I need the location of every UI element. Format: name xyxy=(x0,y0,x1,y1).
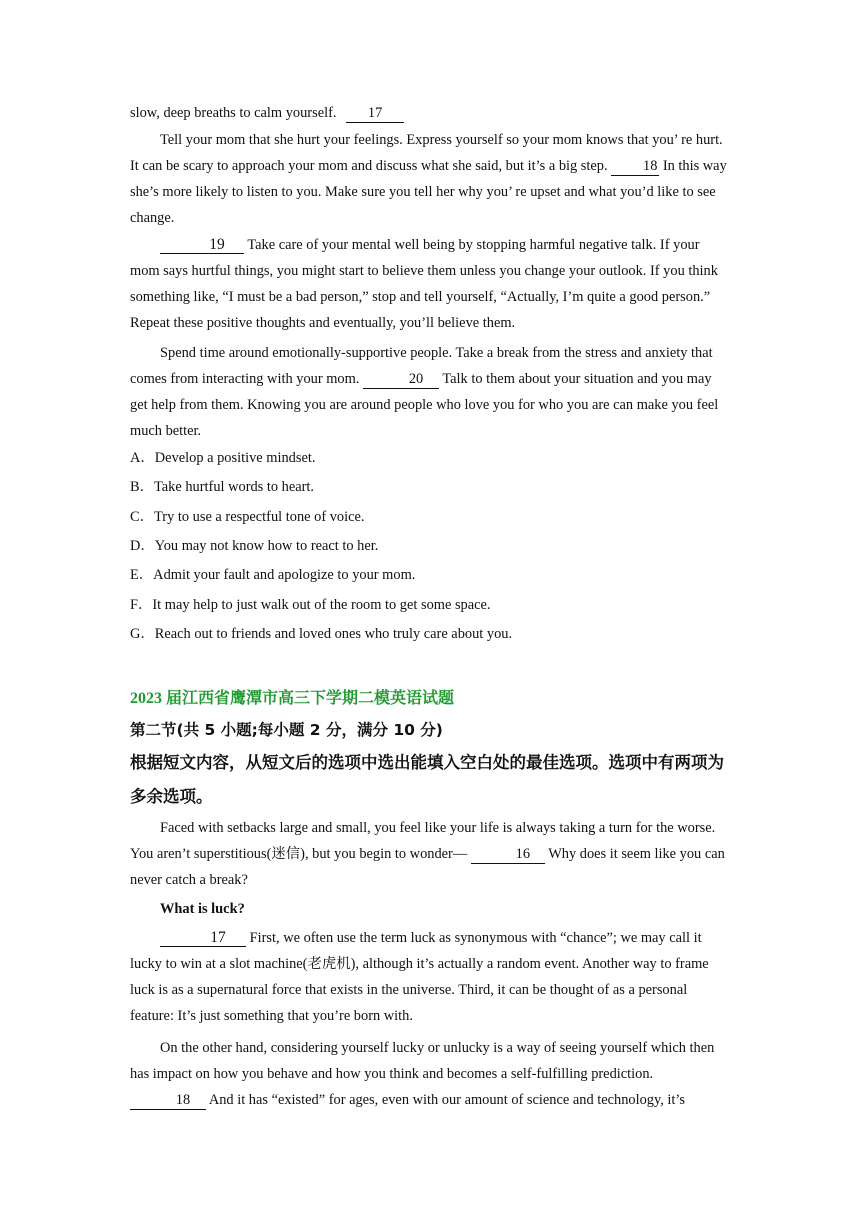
paragraph-continuation xyxy=(130,100,730,126)
paragraph-text: Why does it seem like you can never catch a break? xyxy=(130,846,725,888)
option-f: F．It may help to just walk out of the room to get some space. xyxy=(130,597,491,613)
blank-16: 16 xyxy=(471,846,545,864)
blank-20: 20 xyxy=(363,371,439,389)
subheading-what-is-luck: What is luck? xyxy=(160,901,245,917)
paragraph-text: Take care of your mental well being by stopping harmful negative talk. If your mom says hurtful things, you might start to believe them unless you change your outlook. If you think something like, “I must be a bad person,” stop and tell yourself, “Actually, I’m quite a good person.” Repeat these positive thoughts and eventually, you’ll believe them. xyxy=(130,237,718,331)
option-a: A．Develop a positive mindset. xyxy=(130,450,316,466)
paragraph-mental-wellbeing xyxy=(130,232,730,336)
paragraph-text: Tell your mom that she hurt your feelings. Express yourself so your mom knows that you’ re hurt. It can be scary to approach your mom and discuss what she said, but it’s a big step. xyxy=(130,132,723,174)
paragraph-text: Talk to them about your situation and you may get help from them. Knowing you are around people who love you for who you are can make you feel much better. xyxy=(130,371,719,439)
blank-17: 17 xyxy=(346,105,404,123)
continuation-text: slow, deep breaths to calm yourself. xyxy=(130,105,337,121)
exam-source-title: 2023 届江西省鹰潭市高三下学期二模英语试题 xyxy=(130,690,455,707)
paragraph-text: Faced with setbacks large and small, you feel like your life is always taking a turn for the worse. You aren’t superstitious(迷信), but you begin to wonder— xyxy=(130,820,716,862)
paragraph-tell-mom xyxy=(130,127,730,231)
paragraph-text: Spend time around emotionally-supportive people. Take a break from the stress and anxiety that comes from interacting with your mom. xyxy=(130,345,713,387)
paragraph-self-fulfilling xyxy=(130,1035,730,1113)
paragraph-text: And it has “existed” for ages, even with our amount of science and technology, it’s xyxy=(208,1092,686,1108)
blank-19: 19 xyxy=(160,236,244,254)
blank-18: 18 xyxy=(611,158,659,176)
blank-18b: 18 xyxy=(130,1092,206,1110)
paragraph-text: First, we often use the term luck as synonymous with “chance”; we may call it lucky to win at a slot machine(老虎机), although it’s actually a random event. Another way to frame luck is as a supernatural force that exists in the universe. Third, it can be thought of as a personal feature: It’s just something that you’re born with. xyxy=(130,930,709,1024)
paragraph-setbacks xyxy=(130,815,730,893)
instruction-text: 根据短文内容，从短文后的选项中选出能填入空白处的最佳选项。选项中有两项为多余选项。 xyxy=(130,753,724,806)
option-d: D．You may not know how to react to her. xyxy=(130,538,379,554)
option-g: G．Reach out to friends and loved ones who truly care about you. xyxy=(130,626,513,642)
paragraph-text: In this way she’s more likely to listen to you. Make sure you tell her why you’ re upset and what you’d like to see change. xyxy=(130,158,727,226)
section-heading: 第二节(共 5 小题;每小题 2 分，满分 10 分) xyxy=(130,721,443,739)
paragraph-luck-definitions xyxy=(130,925,730,1029)
option-e: E．Admit your fault and apologize to your mom. xyxy=(130,567,416,583)
option-c: C．Try to use a respectful tone of voice. xyxy=(130,509,365,525)
paragraph-text: On the other hand, considering yourself lucky or unlucky is a way of seeing yourself which then has impact on how you behave and how you think and becomes a self-fulfilling prediction. xyxy=(130,1040,715,1082)
paragraph-supportive-people xyxy=(130,340,730,444)
blank-17b: 17 xyxy=(160,929,246,947)
option-b: B．Take hurtful words to heart. xyxy=(130,479,315,495)
